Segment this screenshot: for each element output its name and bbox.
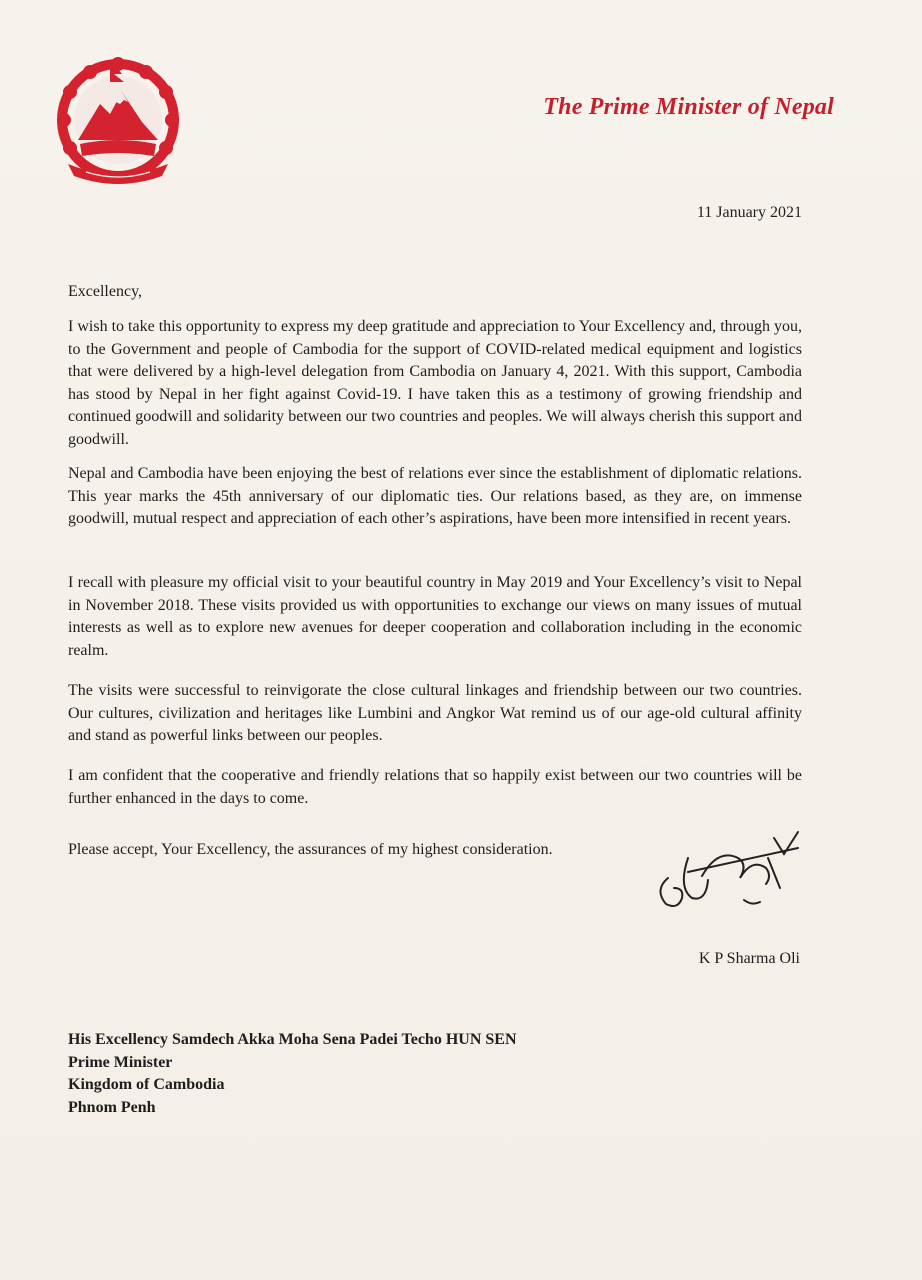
addressee-line: Phnom Penh [68,1098,156,1116]
body-paragraph: The visits were successful to reinvigorate the close cultural linkages and friendship between our two countries. Our cultures, civilization and heritages like Lumbini and Angkor Wat remind us of our age-old cultural affinity and stand as powerful links between our peoples. [68,682,802,744]
body-paragraph: I recall with pleasure my official visit to your beautiful country in May 2019 and Your Excellency’s visit to Nepal in November 2018. These visits provided us with opportunities to exchange our views on many issues of mutual interests as well as to explore new avenues for deeper cooperation and collaboration including in the economic realm. [68,574,802,659]
body-paragraph: Nepal and Cambodia have been enjoying the best of relations ever since the establishment of diplomatic relations. This year marks the 45th anniversary of our diplomatic ties. Our relations based, as they are, on immense goodwill, mutual respect and appreciation of each other’s aspirations, have been more intensified in recent years. [68,465,802,527]
signer-name: K P Sharma Oli [698,950,800,967]
salutation: Excellency, [68,283,143,300]
body-paragraph: I am confident that the cooperative and friendly relations that so happily exist between our two countries will be further enhanced in the days to come. [68,767,802,807]
closing-line: Please accept, Your Excellency, the assurances of my highest consideration. [68,841,553,858]
addressee-line: Kingdom of Cambodia [68,1076,225,1093]
nepal-emblem-icon [50,52,186,188]
letter-date: 11 January 2021 [696,204,802,221]
letterhead-title: The Prime Minister of Nepal [543,94,834,120]
addressee-block [68,1029,517,1119]
addressee-line: Prime Minister [68,1053,173,1071]
body-paragraph: I wish to take this opportunity to express my deep gratitude and appreciation to Your Excellency and, through you, to the Government and people of Cambodia for the support of COVID-related medical equipment and logistics that were delivered by a high-level delegation from Cambodia on January 4, 2021. With this support, Cambodia has stood by Nepal in her fight against Covid-19. I have taken this as a testimony of growing friendship and continued goodwill and solidarity between our two countries and peoples. We will always cherish this support and goodwill. [68,318,802,448]
handwritten-signature-icon [648,818,818,928]
addressee-line: His Excellency Samdech Akka Moha Sena Padei Techo HUN SEN [68,1031,517,1048]
